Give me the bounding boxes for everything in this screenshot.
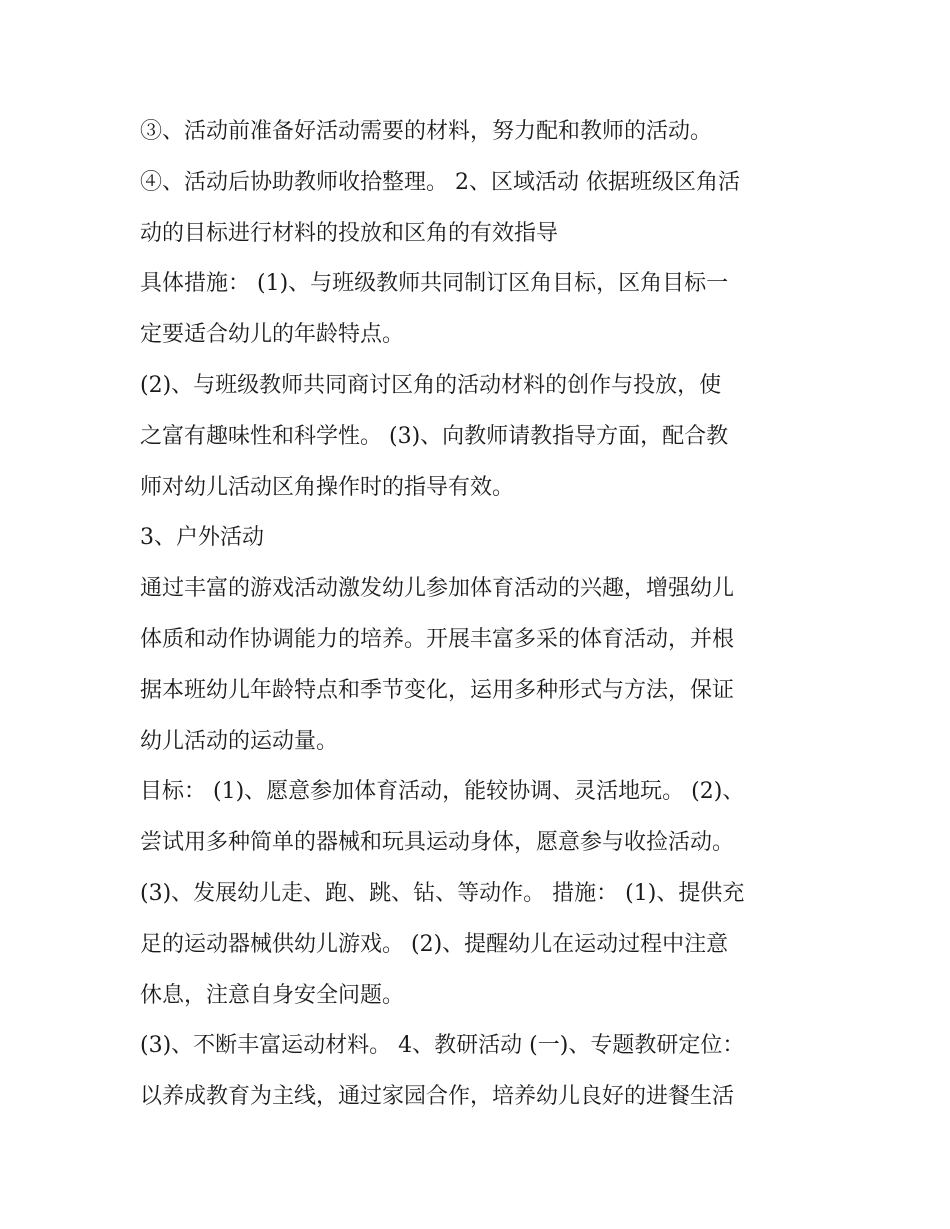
text-line: 休息，注意自身安全问题。 [140,982,405,1008]
text-line: 动的目标进行材料的投放和区角的有效指导 [140,220,559,246]
text-line: ③、活动前准备好活动需要的材料，努力配和教师的活动。 [140,119,713,144]
text-line: 之富有趣味性和科学性。 (3)、向教师请教指导方面，配合教 [140,423,729,449]
text-line: (2)、与班级教师共同商讨区角的活动材料的创作与投放，使 [140,372,722,398]
text-line: (3)、不断丰富运动材料。 4、教研活动 (一)、专题教研定位： [140,1033,745,1059]
text-line: 体质和动作协调能力的培养。开展丰富多采的体育活动，并根 [140,626,735,652]
body-text [140,107,820,1123]
text-line: 具体措施： (1)、与班级教师共同制订区角目标，区角目标一 [140,271,729,297]
text-line: 尝试用多种简单的器械和玩具运动身体，愿意参与收捡活动。 [140,830,735,856]
text-line: 定要适合幼儿的年龄特点。 [140,322,405,348]
text-line: 目标： (1)、愿意参加体育活动，能较协调、灵活地玩。 (2)、 [140,779,745,805]
text-line: 以养成教育为主线，通过家园合作，培养幼儿良好的进餐生活 [140,1084,735,1110]
text-line: 足的运动器械供幼儿游戏。 (2)、提醒幼儿在运动过程中注意 [140,931,729,957]
text-line: 师对幼儿活动区角操作时的指导有效。 [140,474,515,500]
text-line: 据本班幼儿年龄特点和季节变化，运用多种形式与方法，保证 [140,677,735,703]
text-line: (3)、发展幼儿走、跑、跳、钻、等动作。 措施： (1)、提供充 [140,880,745,906]
text-line: 幼儿活动的运动量。 [140,728,339,754]
text-line: ④、活动后协助教师收拾整理。 2、区域活动 依据班级区角活 [140,169,740,195]
section-heading: 3、户外活动 [140,525,264,551]
text-line: 通过丰富的游戏活动激发幼儿参加体育活动的兴趣，增强幼儿 [140,576,735,602]
